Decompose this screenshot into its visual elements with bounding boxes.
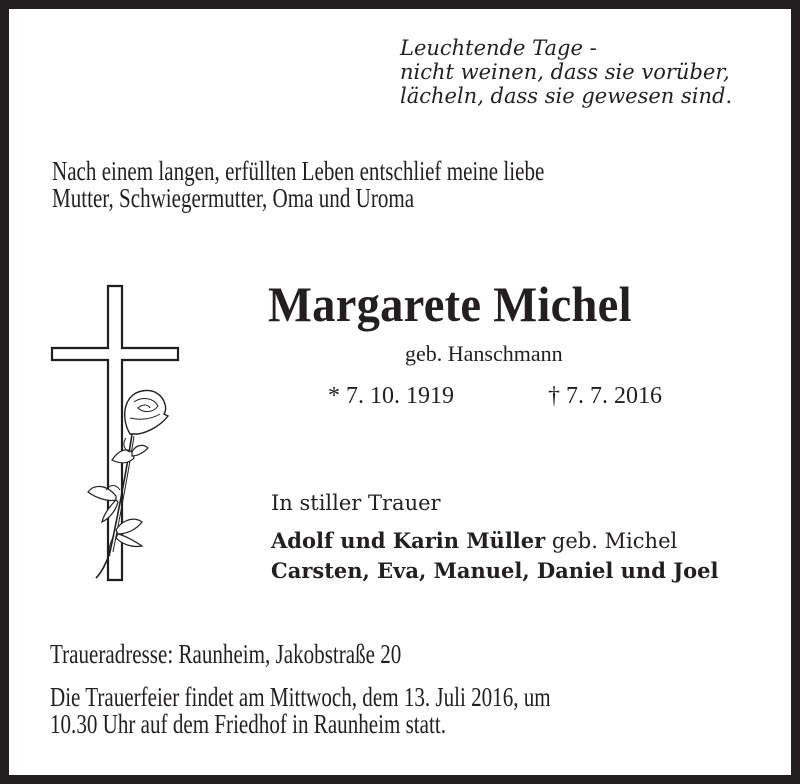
mourning-heading: In stiller Trauer	[271, 491, 441, 515]
poem	[400, 36, 732, 108]
poem-line: nicht weinen, dass sie vorüber,	[400, 60, 730, 84]
mourners-names: Adolf und Karin Müller	[271, 528, 546, 553]
birth-date: * 7. 10. 1919	[328, 383, 454, 409]
maiden-name: geb. Hanschmann	[405, 341, 563, 366]
intro-line: Nach einem langen, erfüllten Leben entschlief meine liebe	[52, 156, 545, 186]
mourners-line-2: Carsten, Eva, Manuel, Daniel und Joel	[271, 558, 719, 583]
intro-line: Mutter, Schwiegermutter, Oma und Uroma	[52, 183, 415, 213]
mourners-maiden: geb. Michel	[545, 529, 678, 553]
mourners-line-1	[271, 527, 677, 555]
deceased-name: Margarete Michel	[268, 276, 632, 332]
death-date: † 7. 7. 2016	[548, 383, 662, 409]
ceremony-line: Die Trauerfeier findet am Mittwoch, dem 13. Juli 2016, um	[50, 682, 551, 712]
poem-line: lächeln, dass sie gewesen sind.	[400, 84, 733, 108]
poem-line: Leuchtende Tage -	[400, 36, 597, 60]
cross-with-rose-icon	[50, 284, 180, 584]
ceremony-line: 10.30 Uhr auf dem Friedhof in Raunheim statt.	[50, 709, 446, 739]
mourning-address: Traueradresse: Raunheim, Jakobstraße 20	[50, 639, 402, 669]
ceremony-info	[50, 684, 692, 738]
intro-text	[52, 158, 683, 212]
